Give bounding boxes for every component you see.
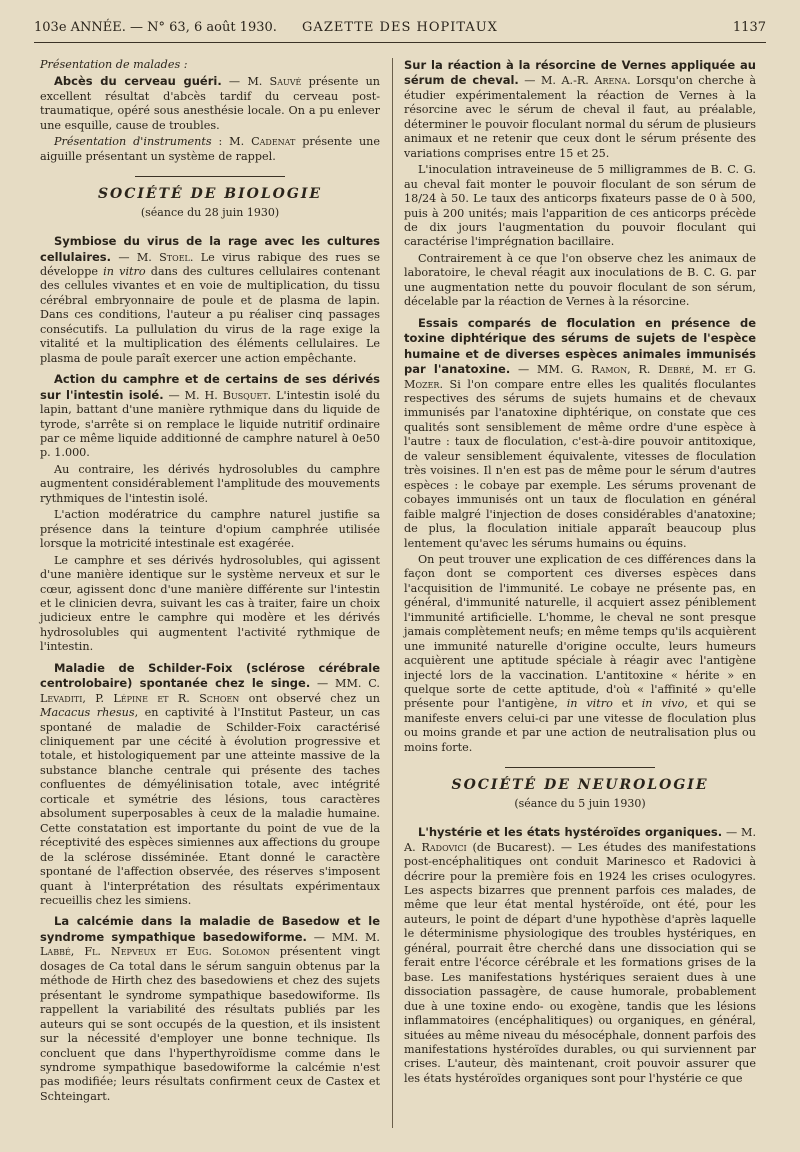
header-page-number: 1137 [732,20,766,35]
article-title: L'hystérie et les états hystéroïdes organiques. [418,825,723,840]
article-title: Sur la réaction à la résorcine de Vernes appliquée au sérum de cheval. [404,58,756,88]
section-title-biologie: SOCIÉTÉ DE BIOLOGIE [97,186,323,203]
article-title: Maladie de Schilder-Foix (sclérose cérébrale centrolobaire) spontanée chez le singe. [40,660,380,691]
column-divider [392,58,393,1128]
running-header [34,14,766,43]
section-rule [505,767,655,768]
header-journal-title: GAZETTE DES HOPITAUX [302,20,498,35]
section-session-date: (séance du 28 juin 1930) [140,205,280,219]
paragraph: Le camphre et ses dérivés hydrosolubles, qui agissent d'une manière identique sur le système nerveux et sur le cœur, agissent donc d'une manière différente sur l'intestin et le clinicien devra, suivant les cas à traiter, faire un choix judicieux entre le camphre qui modère et les dérivés hydrosolubles qui augmentent l'activité rythmique de l'intestin. [40,553,380,654]
article-title: Symbiose du virus de la rage avec les cultures cellulaires. [40,234,380,264]
section-title-neurologie: SOCIÉTÉ DE NEUROLOGIE [451,777,709,794]
article-title: La calcémie dans la maladie de Basedow et le syndrome sympathique basedowiforme. [40,914,380,944]
article-title: Abcès du cerveau guéri. [54,74,222,89]
article-camphre: Action du camphre et de certains de ses dérivés sur l'intestin isolé. — M. H. Busquet. L'intestin isolé du lapin, battant d'une manière rythmique dans du liquide de tyrode, s'arrête si on remplace le liquide nutritif ordinaire par ce même liquide additionné de camphre naturel à 0e50 p. 1.000. [40,372,380,460]
section-session-date: (séance du 5 juin 1930) [514,796,646,810]
paragraph: Au contraire, les dérivés hydrosolubles du camphre augmentent considérablement l'amplitude des mouvements rythmiques de l'intestin isolé. [40,462,380,505]
article-hysterie: L'hystérie et les états hystéroïdes organiques. — M. A. Radovici (de Bucarest). — Les études des manifestations post-encéphalitiques ont conduit Marinesco et Radovici à décrire pour la première fois en 1924 les crises oculogyres. Les aspects bizarres que prennent parfois ces malades, de même que leur état mental hystéroïde, ont été, pour les auteurs, le point de départ d'une hypothèse d'après laquelle le déterminisme physiologique des troubles hystériques, en général, pourrait être cherché dans une dissociation qui se ferait entre l'écorce cérébrale et les formations grises de la base. Les manifestations hystériques seraient dues à une dissociation passagère, de cause humorale, probablement due à une toxine endo- ou exogène, tandis que les lésions inflammatoires (encéphalitiques) ou organiques, en général, situées au même niveau du mésocéphale, donnent parfois des manifestations hystéroïdes durables, ou qui surviennent par crises. L'auteur, dès maintenant, croit pouvoir assurer que les états hystéroïdes organiques sont pour l'hystérie ce que [404,825,756,1085]
article-author: Labbé, Fl. Nepveux et Eug. Solomon [40,945,270,959]
article-abces: Abcès du cerveau guéri. — M. Sauvé présente un excellent résultat d'abcès tardif du cerveau post-traumatique, opéré sous anesthésie locale. On a pu enlever une esquille, cause de troubles. [40,74,380,132]
article-author: Stoel [159,250,190,264]
article-title: Action du camphre et de certains de ses dérivés sur l'intestin isolé. [40,372,380,402]
article-calcemie: La calcémie dans la maladie de Basedow et le syndrome sympathique basedowiforme. — MM. M. Labbé, Fl. Nepveux et Eug. Solomon présentent vingt dosages de Ca total dans le sérum sanguin obtenus par la méthode de Hirth chez des basedowiens et chez des sujets présentant le syndrome sympathique basedowiforme. Ils rappellent la variabilité des résultats publiés par les auteurs qui se sont occupés de la question, et ils insistent sur la nécessité d'employer une bonne technique. Ils concluent que dans l'hyperthyroïdisme comme dans le syndrome sympathique basedowiforme la calcémie n'est pas modifiée; leurs résultats confirment ceux de Castex et Schteingart. [40,914,380,1103]
article-rage: Symbiose du virus de la rage avec les cultures cellulaires. — M. Stoel. Le virus rabique des rues se développe in vitro dans des cultures cellulaires contenant des cellules vivantes et en voie de multiplication, du tissu cérébral embryonnaire de poule et de plasma de lapin. Dans ces conditions, l'auteur a pu réaliser cinq passages consécutifs. La pullulation du virus de la rage exige la vitalité et la multiplication des éléments cellulaires. Le plasma de poule paraît exercer une action empêchante. [40,234,380,365]
right-column [404,58,756,1088]
section-rule [135,176,285,177]
article-vernes: Sur la réaction à la résorcine de Vernes appliquée au sérum de cheval. — M. A.-R. Arena. Lorsqu'on cherche à étudier expérimentalement la réaction de Vernes à la résorcine avec le sérum de cheval il faut, au préalable, déterminer le pouvoir floculant normal du sérum de plusieurs animaux et ne retenir que ceux dont le sérum présente des variations comprises entre 15 et 25. [404,58,756,160]
article-author: Busquet [222,388,268,402]
paragraph: Contrairement à ce que l'on observe chez les animaux de laboratoire, le cheval réagit aux inoculations de B. C. G. par une augmentation nette du pouvoir floculant de son sérum, décelable par la réaction de Vernes à la résorcine. [404,251,756,309]
article-author: Cadenat [251,135,296,149]
article-instruments: Présentation d'instruments : M. Cadenat présente une aiguille présentant un système de rappel. [40,135,380,163]
presentation-label: Présentation de malades : [40,58,188,71]
article-author: Sauvé [269,75,302,89]
left-column [40,58,380,1106]
article-title: Essais comparés de floculation en présence de toxine diphtérique des sérums de sujets de l'espèce humaine et de diverses espèces animales immunisés par l'anatoxine. [404,315,756,377]
paragraph: L'action modératrice du camphre naturel justifie sa présence dans la teinture d'opium camphrée utilisée lorsque la motricité intestinale est exagérée. [40,508,380,551]
article-author: Ramon, R. Debré, M. et G. Mozer [404,363,756,391]
article-schilder-foix: Maladie de Schilder-Foix (sclérose cérébrale centrolobaire) spontanée chez le singe. — MM. C. Levaditi, P. Lépine et R. Schoen ont observé chez un Macacus rhesus, en captivité à l'Institut Pasteur, un cas spontané de maladie de Schilder-Foix caractérisé cliniquement par une cécité à évolution progressive et totale, et histologiquement par une atteinte massive de la substance blanche centrale qui présente des taches confluentes de démyélinisation totale, avec intégrité corticale et symétrie des lésions, tous caractères absolument superposables à ceux de la maladie humaine. Cette constatation est importante du point de vue de la réceptivité des espèces simiennes aux affections du groupe de la sclérose disséminée. Etant donné le caractère spontané de l'affection observée, des réserves s'imposent quant à l'interprétation des résultats expérimentaux recueillis chez les simiens. [40,660,380,908]
article-author: Radovici [421,840,467,854]
article-author: Arena [594,74,628,88]
article-author: Levaditi, P. Lépine et R. Schoen [40,691,240,705]
paragraph: L'inoculation intraveineuse de 5 milligrammes de B. C. G. au cheval fait monter le pouvoir floculant de son sérum de 18/24 à 50. Le taux des anticorps fixateurs passe de 0 à 500, puis à 200 unités; mais l'apparition de ces anticorps précède de dix jours l'augmentation du pouvoir floculant qui caractérise l'imprégnation bacillaire. [404,163,756,249]
paragraph: On peut trouver une explication de ces différences dans la façon dont se comportent ces diverses espèces dans l'acquisition de l'immunité. Le cobaye ne présente pas, en général, d'immunité naturelle, il acquiert assez péniblement l'immunité artificielle. L'homme, le cheval ne sont presque jamais complètement neufs; en même temps qu'ils acquièrent une immunité naturelle d'origine occulte, leurs humeurs acquièrent une aptitude spéciale à réagir avec l'antigène injecté lors de la vaccination. L'antitoxine « hérite » en quelque sorte de cette aptitude, d'où « l'affinité » qu'elle présente pour l'antigène, in vitro et in vivo, et qui se manifeste envers celui-ci par une vitesse de floculation plus ou moins grande et par une action de neutralisation plus ou moins forte. [404,552,756,754]
article-floculation: Essais comparés de floculation en présence de toxine diphtérique des sérums de sujets de l'espèce humaine et de diverses espèces animales immunisés par l'anatoxine. — MM. G. Ramon, R. Debré, M. et G. Mozer. Si l'on compare entre elles les qualités floculantes respectives des sérums de sujets humains et de chevaux immunisés par l'anatoxine diphtérique, on constate que ces qualités sont sensiblement de même ordre d'une espèce à l'autre : taux de floculation, c'est-à-dire pouvoir antitoxique, de valeur sensiblement équivalente, vitesses de floculation très voisines. Il n'en est pas de même pour le sérum d'autres espèces : le cobaye par exemple. Les sérums provenant de cobayes immunisés ont un taux de floculation en général faible malgré l'injection de doses considérables d'anatoxine; de plus, la floculation initiale apparaît beaucoup plus lentement qu'avec les sérums humains ou équins. [404,315,756,550]
header-issue: 103e ANNÉE. — N° 63, 6 août 1930. [34,20,277,35]
